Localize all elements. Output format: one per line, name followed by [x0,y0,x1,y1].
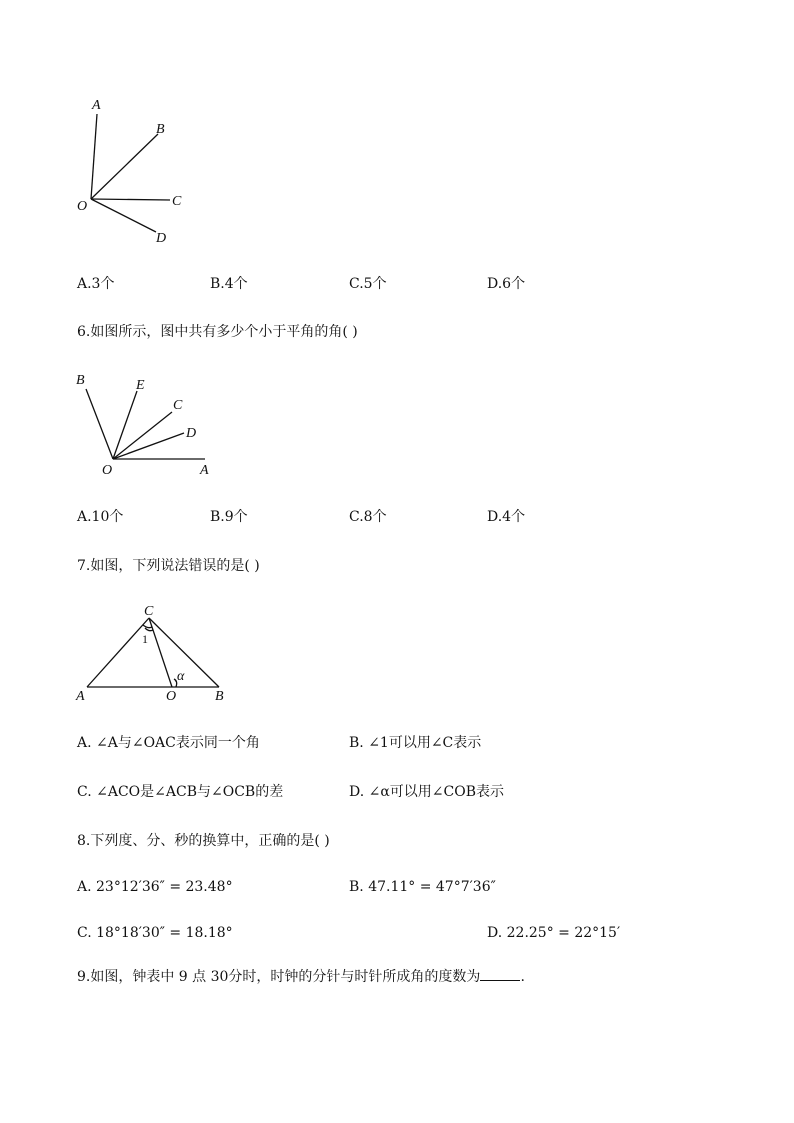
side-ac [87,618,149,687]
label-a: A [92,98,101,113]
ray-od [91,199,156,232]
option-d[interactable]: D. 22.25° = 22°15′ [487,925,621,941]
ray-ob [86,389,113,459]
ray-od [113,433,184,459]
ray-oa [91,114,97,199]
question-6-text: 6.如图所示，图中共有多少个小于平角的角( ) [77,324,358,340]
question-9 [77,968,525,986]
question-9-text: 9.如图，钟表中 9 点 30分时，时钟的分针与时针所成角的度数为 [77,969,481,985]
label-d: D [186,426,197,441]
angle-1-arc [143,625,152,628]
label-a: A [200,463,209,478]
option-c[interactable]: C.5个 [349,276,387,292]
label-alpha: α [177,669,185,684]
ray-ob [91,134,158,199]
label-o: O [166,689,177,704]
question-7-text: 7.如图，下列说法错误的是( ) [77,558,260,574]
option-b[interactable]: B. ∠1可以用∠C表示 [349,735,482,751]
figure-triangle-acb [70,600,240,708]
option-c[interactable]: C. ∠ACO是∠ACB与∠OCB的差 [77,784,284,800]
question-8-text: 8.下列度、分、秒的换算中，正确的是( ) [77,833,330,849]
label-d: D [156,231,167,246]
ray-oc [91,199,170,200]
label-c: C [172,194,182,209]
segment-co [149,618,172,687]
label-angle-1: 1 [142,632,148,646]
option-d[interactable]: D.6个 [487,276,526,292]
label-o: O [102,463,113,478]
option-c[interactable]: C.8个 [349,509,387,525]
figure-rays-beoca [70,365,230,480]
label-c: C [144,604,154,619]
label-o: O [77,199,88,214]
option-b[interactable]: B. 47.11° = 47°7′36″ [349,879,496,895]
label-b: B [156,122,165,137]
label-a: A [76,689,85,704]
label-e: E [136,378,145,393]
option-c[interactable]: C. 18°18′30″ = 18.18° [77,925,233,941]
option-b[interactable]: B.4个 [210,276,248,292]
answer-blank[interactable] [480,968,520,981]
label-b: B [215,689,224,704]
option-b[interactable]: B.9个 [210,509,248,525]
option-a[interactable]: A. ∠A与∠OAC表示同一个角 [77,735,260,751]
option-d[interactable]: D. ∠α可以用∠COB表示 [349,784,505,800]
option-a[interactable]: A. 23°12′36″ = 23.48° [77,879,233,895]
option-a[interactable]: A.10个 [77,509,124,525]
option-d[interactable]: D.4个 [487,509,526,525]
question-9-end: . [520,969,525,985]
label-b: B [76,373,85,388]
figure-rays-abcd [70,92,200,252]
label-c: C [173,398,183,413]
option-a[interactable]: A.3个 [77,276,115,292]
